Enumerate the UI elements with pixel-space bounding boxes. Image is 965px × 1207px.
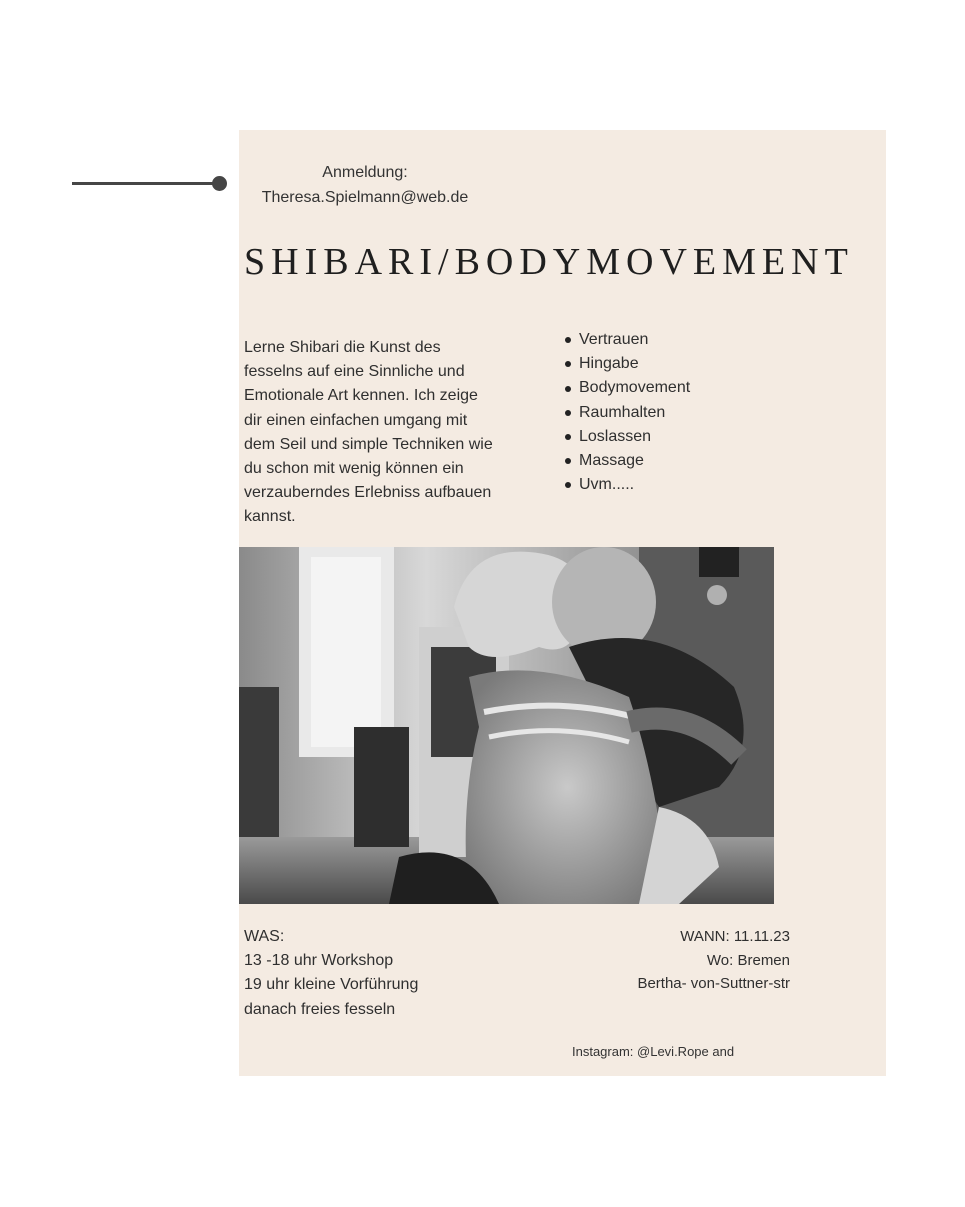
bullet-icon: [565, 361, 571, 367]
list-item: Uvm.....: [563, 473, 690, 497]
registration-email: Theresa.Spielmann@web.de: [261, 189, 469, 206]
pointer-dot: [212, 176, 227, 191]
list-item: Vertrauen: [563, 328, 690, 352]
bullet-icon: [565, 434, 571, 440]
registration-block: [255, 160, 475, 210]
what-line: 13 -18 uhr Workshop: [244, 952, 394, 970]
bullet-icon: [565, 386, 571, 392]
address-line: Bertha- von-Suttner-str: [637, 975, 790, 992]
what-label: WAS:: [244, 928, 285, 945]
when-line: WANN: 11.11.23: [680, 928, 790, 945]
bullet-icon: [565, 458, 571, 464]
list-item: Loslassen: [563, 425, 690, 449]
bullet-icon: [565, 337, 571, 343]
pointer-line: [72, 182, 220, 185]
photo-icon: [239, 547, 774, 904]
topic-list: [563, 328, 690, 497]
page-title: SHIBARI/BODYMOVEMENT: [244, 241, 854, 283]
bullet-icon: [565, 482, 571, 488]
intro-text: Lerne Shibari die Kunst des fesselns auf eine Sinnliche und Emotionale Art kennen. Ich zeige dir einen einfachen umgang mit dem Seil und simple Techniken wie du schon mit wenig können ein verzauberndes Erlebniss aufbauen kannst.: [244, 339, 493, 526]
list-item: Raumhalten: [563, 401, 690, 425]
what-line: danach freies fesseln: [244, 1000, 396, 1018]
when-where-section: [560, 925, 790, 996]
list-item: Bodymovement: [563, 376, 690, 400]
list-item: Hingabe: [563, 352, 690, 376]
what-line: 19 uhr kleine Vorführung: [244, 976, 419, 994]
list-item: Massage: [563, 449, 690, 473]
instagram-handle: Instagram: @Levi.Rope and: [572, 1044, 735, 1059]
what-section: [244, 925, 504, 1022]
workshop-photo: [239, 547, 774, 904]
registration-label: Anmeldung:: [322, 164, 408, 181]
where-line: Wo: Bremen: [706, 951, 790, 969]
bullet-icon: [565, 410, 571, 416]
